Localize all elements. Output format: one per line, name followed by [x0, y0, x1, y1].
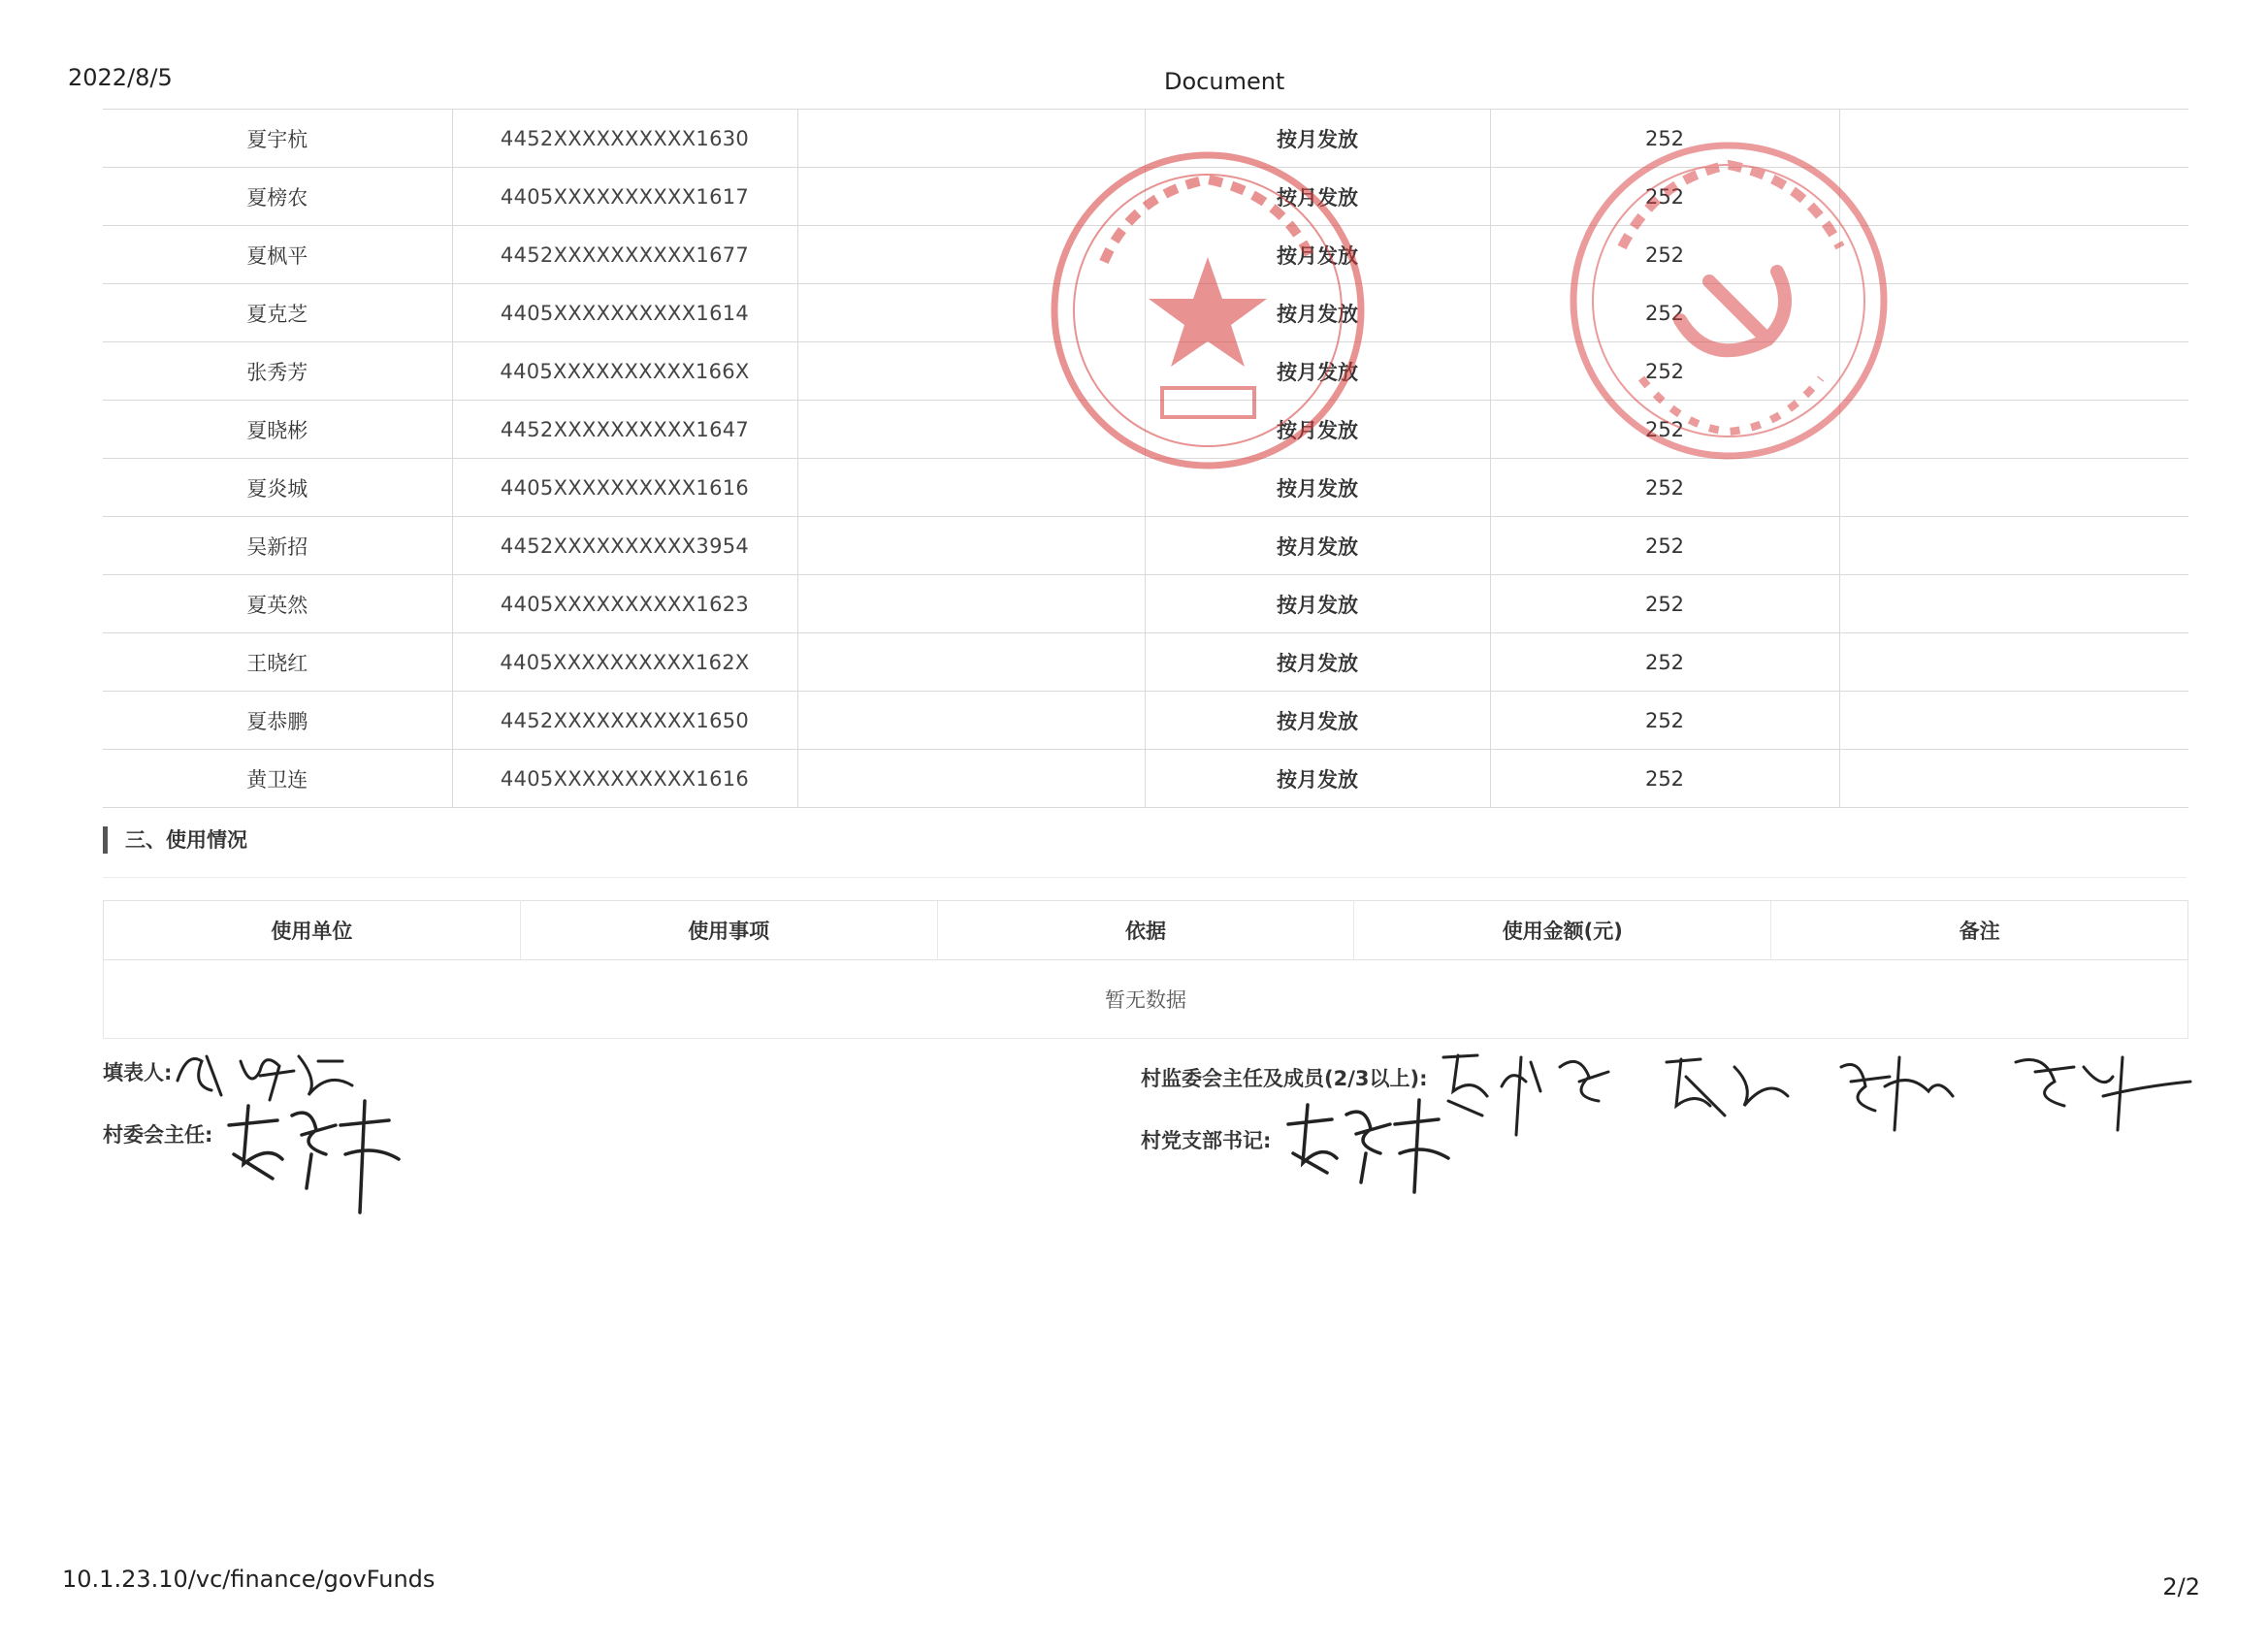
cell-method: 按月发放	[1145, 459, 1490, 517]
cell-amount: 252	[1490, 284, 1839, 342]
cell-blank	[797, 575, 1145, 633]
usage-empty-text: 暂无数据	[104, 960, 2188, 1039]
cell-method: 按月发放	[1145, 342, 1490, 401]
table-row	[103, 750, 2188, 808]
cell-amount: 252	[1490, 575, 1839, 633]
cell-method: 按月发放	[1145, 168, 1490, 226]
usage-empty-row	[104, 960, 2188, 1039]
cell-name: 王晓红	[103, 633, 452, 692]
cell-method: 按月发放	[1145, 517, 1490, 575]
section-divider	[103, 877, 2187, 878]
table-row	[103, 692, 2188, 750]
supervisory-signatures	[1434, 1038, 2210, 1145]
cell-id-number: 4405XXXXXXXXXX1614	[452, 284, 797, 342]
cell-amount: 252	[1490, 517, 1839, 575]
party-branch-seal-icon	[1564, 136, 1894, 466]
cell-name: 夏枫平	[103, 226, 452, 284]
page-url: 10.1.23.10/vc/finance/govFunds	[62, 1566, 436, 1593]
cell-note	[1839, 459, 2188, 517]
village-committee-seal-icon	[1046, 146, 1371, 475]
cell-method: 按月发放	[1145, 750, 1490, 808]
cell-amount: 252	[1490, 459, 1839, 517]
cell-name: 夏晓彬	[103, 401, 452, 459]
cell-note	[1839, 517, 2188, 575]
filler-label: 填表人:	[103, 1061, 173, 1084]
cell-id-number: 4405XXXXXXXXXX1616	[452, 750, 797, 808]
usage-col-note: 备注	[1771, 901, 2188, 960]
cell-id-number: 4405XXXXXXXXXX1617	[452, 168, 797, 226]
cell-note	[1839, 633, 2188, 692]
cell-method: 按月发放	[1145, 692, 1490, 750]
print-date: 2022/8/5	[68, 64, 173, 91]
cell-amount: 252	[1490, 633, 1839, 692]
cell-name: 吴新招	[103, 517, 452, 575]
cell-amount: 252	[1490, 110, 1839, 168]
cell-method: 按月发放	[1145, 226, 1490, 284]
cell-name: 夏榜农	[103, 168, 452, 226]
cell-id-number: 4452XXXXXXXXXX1647	[452, 401, 797, 459]
cell-id-number: 4405XXXXXXXXXX162X	[452, 633, 797, 692]
cell-amount: 252	[1490, 342, 1839, 401]
usage-table-header-row	[104, 901, 2188, 960]
table-row	[103, 575, 2188, 633]
cell-amount: 252	[1490, 168, 1839, 226]
cell-amount: 252	[1490, 226, 1839, 284]
usage-col-unit: 使用单位	[104, 901, 521, 960]
cell-name: 夏英然	[103, 575, 452, 633]
cell-note	[1839, 750, 2188, 808]
party-secretary-label: 村党支部书记:	[1141, 1129, 1272, 1152]
cell-blank	[797, 750, 1145, 808]
cell-note	[1839, 692, 2188, 750]
cell-id-number: 4405XXXXXXXXXX166X	[452, 342, 797, 401]
cell-method: 按月发放	[1145, 575, 1490, 633]
cell-method: 按月发放	[1145, 110, 1490, 168]
page-number: 2/2	[2162, 1573, 2200, 1600]
cell-id-number: 4452XXXXXXXXXX1677	[452, 226, 797, 284]
usage-col-basis: 依据	[937, 901, 1354, 960]
cell-name: 黄卫连	[103, 750, 452, 808]
cell-name: 夏恭鹏	[103, 692, 452, 750]
cell-amount: 252	[1490, 750, 1839, 808]
cell-id-number: 4405XXXXXXXXXX1623	[452, 575, 797, 633]
usage-table	[103, 900, 2188, 1039]
supervisory-committee-label: 村监委会主任及成员(2/3以上):	[1141, 1067, 1428, 1090]
table-row	[103, 633, 2188, 692]
cell-id-number: 4452XXXXXXXXXX3954	[452, 517, 797, 575]
village-head-signature	[219, 1086, 413, 1217]
cell-name: 夏宇杭	[103, 110, 452, 168]
cell-method: 按月发放	[1145, 633, 1490, 692]
cell-method: 按月发放	[1145, 284, 1490, 342]
party-secretary-signature	[1279, 1090, 1453, 1197]
document-title: Document	[1164, 68, 1285, 95]
cell-amount: 252	[1490, 401, 1839, 459]
cell-blank	[797, 517, 1145, 575]
cell-note	[1839, 575, 2188, 633]
cell-id-number: 4405XXXXXXXXXX1616	[452, 459, 797, 517]
village-head-label: 村委会主任:	[103, 1123, 213, 1147]
cell-name: 张秀芳	[103, 342, 452, 401]
cell-name: 夏炎城	[103, 459, 452, 517]
usage-col-amount: 使用金额(元)	[1354, 901, 1771, 960]
cell-name: 夏克芝	[103, 284, 452, 342]
usage-section-heading: 三、使用情况	[103, 826, 247, 854]
cell-blank	[797, 633, 1145, 692]
cell-id-number: 4452XXXXXXXXXX1650	[452, 692, 797, 750]
cell-method: 按月发放	[1145, 401, 1490, 459]
cell-id-number: 4452XXXXXXXXXX1630	[452, 110, 797, 168]
usage-col-item: 使用事项	[520, 901, 937, 960]
cell-amount: 252	[1490, 692, 1839, 750]
cell-blank	[797, 692, 1145, 750]
table-row	[103, 517, 2188, 575]
